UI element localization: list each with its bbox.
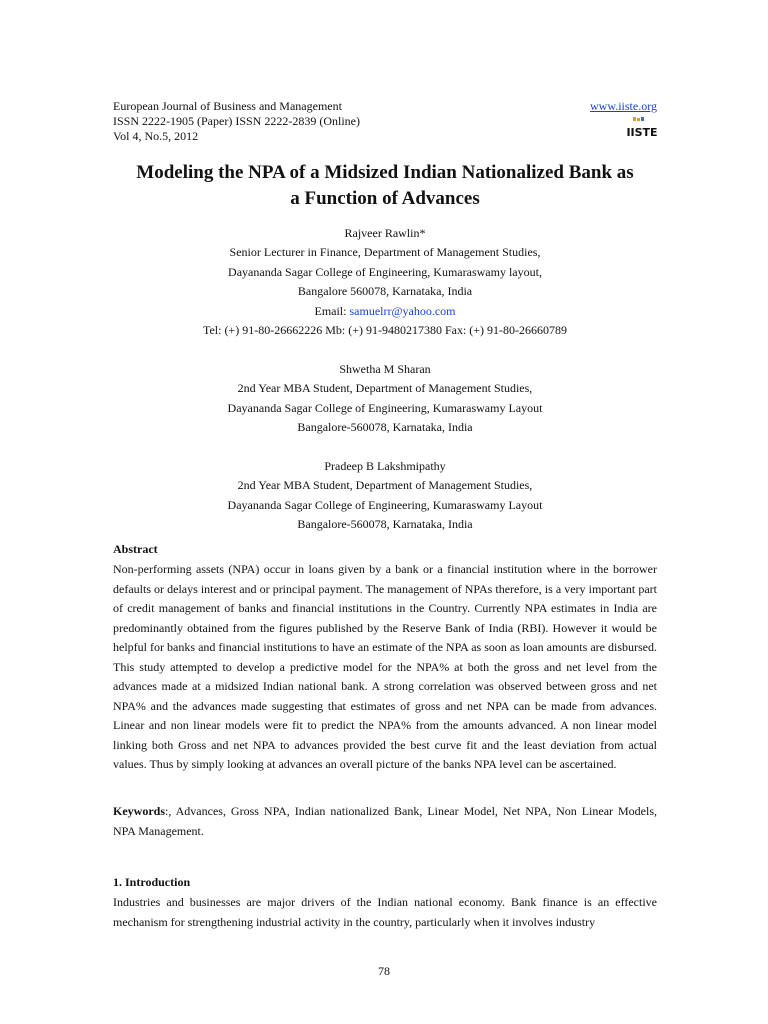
page-number: 78	[378, 964, 390, 978]
author-block	[100, 360, 670, 438]
email-link[interactable]: samuelrr@yahoo.com	[349, 303, 456, 318]
author-name: Shwetha M Sharan	[339, 361, 431, 376]
author-block	[100, 457, 670, 535]
abstract-heading: Abstract	[113, 542, 158, 556]
author-affiliation: Dayananda Sagar College of Engineering, Kumaraswamy Layout	[227, 400, 543, 415]
journal-volume: Vol 4, No.5, 2012	[113, 129, 199, 143]
title-line-1: Modeling the NPA of a Midsized Indian Nationalized Bank as	[136, 162, 634, 183]
abstract-text: Non-performing assets (NPA) occur in loans given by a bank or a financial institution where in the borrower defaults or delays interest and or principal payment. The management of NPAs therefore, is a very important part of credit management of banks and financial institutions in the Country. Currently NPA estimates in India are predominantly obtained from the figures published by the Reserve Bank of India (RBI). However it would be helpful for banks and financial institutions to have an estimate of the NPA as soon as loan amounts are disbursed. This study attempted to develop a predictive model for the NPA% at both the gross and net level from the advances made at a midsized Indian national bank. A strong correlation was observed between gross and net NPA% and the advances made suggesting that estimates of gross and net NPA can be made from advances. Linear and non linear models were fit to predict the NPA% from the amounts advanced. A non linear model linking both Gross and net NPA to advances provided the best curve fit and the least deviation from actual values. Thus by simply looking at advances an overall picture of the banks NPA level can be ascertained.	[113, 562, 657, 771]
author-affiliation: Senior Lecturer in Finance, Department of Management Studies,	[229, 245, 541, 260]
author-affiliation: Bangalore 560078, Karnataka, India	[297, 284, 473, 299]
author-affiliation: Dayananda Sagar College of Engineering, Kumaraswamy layout,	[228, 264, 542, 279]
author-affiliation: Bangalore-560078, Karnataka, India	[297, 517, 473, 532]
author-phone: Tel: (+) 91-80-26662226 Mb: (+) 91-9480217380 Fax: (+) 91-80-26660789	[202, 323, 568, 338]
author-affiliation: 2nd Year MBA Student, Department of Management Studies,	[237, 478, 533, 493]
keywords-text: :, Advances, Gross NPA, Indian nationalized Bank, Linear Model, Net NPA, Non Linear Models, NPA Management.	[113, 804, 657, 838]
email-label: Email:	[314, 303, 350, 318]
website-link[interactable]: www.iiste.org	[590, 99, 657, 113]
introduction-heading: 1. Introduction	[113, 875, 191, 889]
journal-name: European Journal of Business and Management	[113, 99, 342, 113]
author-block	[100, 224, 670, 340]
keywords-line	[113, 802, 657, 841]
journal-header	[113, 99, 657, 144]
keywords-label: Keywords	[113, 804, 165, 818]
author-affiliation: 2nd Year MBA Student, Department of Management Studies,	[237, 381, 533, 396]
journal-issn: ISSN 2222-1905 (Paper) ISSN 2222-2839 (Online)	[113, 114, 360, 128]
author-name: Pradeep B Lakshmipathy	[324, 458, 446, 473]
title-line-2: a Function of Advances	[290, 188, 480, 209]
author-name: Rajveer Rawlin*	[344, 226, 426, 240]
journal-branding	[590, 99, 657, 142]
author-email-line	[100, 302, 670, 321]
author-affiliation: Bangalore-560078, Karnataka, India	[297, 420, 473, 435]
author-affiliation: Dayananda Sagar College of Engineering, Kumaraswamy Layout	[227, 497, 543, 512]
paper-title	[100, 160, 670, 212]
iiste-logo	[627, 116, 657, 142]
author-list	[100, 224, 670, 554]
journal-info	[113, 99, 657, 144]
introduction-text: Industries and businesses are major drivers of the Indian national economy. Bank finance is an effective mechanism for strengthening industrial activity in the country, particularly when it involves industry	[113, 895, 657, 929]
logo-text: IISTE	[627, 126, 657, 138]
